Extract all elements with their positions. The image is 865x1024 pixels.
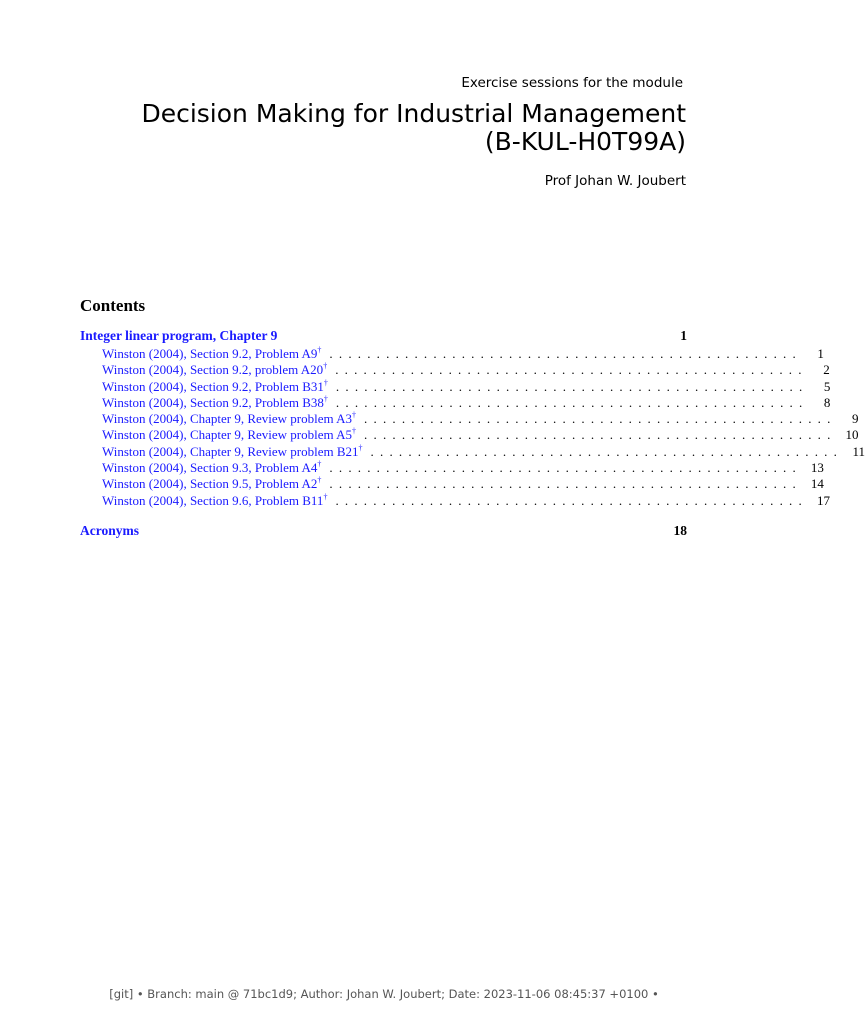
toc-entry[interactable] bbox=[80, 476, 824, 492]
toc-part-label[interactable]: Integer linear program, Chapter 9 bbox=[80, 328, 278, 343]
title-line-1: Decision Making for Industrial Management bbox=[141, 99, 686, 128]
toc-leader-dots: .................................................. bbox=[370, 443, 844, 459]
toc-entry-page: 17 bbox=[816, 492, 830, 508]
toc-leader-dots: .................................................. bbox=[335, 394, 809, 410]
toc-leader-dots: .................................................. bbox=[329, 476, 802, 492]
document-title bbox=[141, 100, 686, 156]
toc-entry-page: 11 bbox=[852, 443, 865, 459]
toc-part-integer-linear-program[interactable] bbox=[80, 327, 687, 344]
toc-entry[interactable] bbox=[80, 492, 830, 509]
toc-leader-dots: .................................................. bbox=[335, 378, 809, 394]
toc-entry-page: 13 bbox=[810, 460, 824, 476]
table-of-contents bbox=[80, 327, 865, 539]
title-line-2: (B-KUL-H0T99A) bbox=[484, 127, 686, 156]
toc-entry[interactable] bbox=[80, 378, 831, 395]
toc-part-page: 18 bbox=[673, 522, 687, 538]
toc-entry-page: 8 bbox=[823, 394, 831, 410]
toc-entry-page: 9 bbox=[852, 411, 859, 427]
toc-entry-page: 1 bbox=[817, 346, 824, 361]
toc-entry[interactable] bbox=[80, 443, 865, 460]
toc-leader-dots: .................................................. bbox=[335, 362, 808, 378]
toc-entry[interactable] bbox=[80, 361, 830, 378]
toc-entry-page: 10 bbox=[845, 427, 859, 443]
toc-entry-link[interactable]: Winston (2004), Section 9.2, Problem A9† bbox=[102, 345, 322, 361]
toc-entry-link[interactable]: Winston (2004), Section 9.2, Problem B38† bbox=[102, 394, 328, 410]
toc-leader-dots: .................................................. bbox=[335, 492, 808, 508]
toc-part-page: 1 bbox=[680, 328, 687, 343]
toc-entry-link[interactable]: Winston (2004), Section 9.5, Problem A2† bbox=[102, 476, 322, 492]
toc-entry[interactable] bbox=[80, 345, 824, 362]
git-footer: [git] • Branch: main @ 71bc1d9; Author: Johan W. Joubert; Date: 2023-11-06 08:45:37 +0100 • bbox=[109, 987, 659, 1001]
toc-part-label[interactable]: Acronyms bbox=[80, 522, 139, 538]
toc-entry-link[interactable]: Winston (2004), Chapter 9, Review problem A3† bbox=[102, 410, 357, 427]
toc-entry-link[interactable]: Winston (2004), Section 9.2, Problem B31† bbox=[102, 378, 328, 394]
toc-entry-link[interactable]: Winston (2004), Section 9.2, problem A20† bbox=[102, 361, 328, 378]
toc-entry[interactable] bbox=[80, 410, 859, 427]
toc-part-acronyms[interactable] bbox=[80, 522, 687, 539]
document-subtitle: Exercise sessions for the module bbox=[461, 75, 683, 91]
toc-entry-link[interactable]: Winston (2004), Chapter 9, Review problem B21† bbox=[102, 443, 363, 459]
toc-leader-dots: .................................................. bbox=[329, 460, 802, 476]
toc-entry-link[interactable]: Winston (2004), Section 9.3, Problem A4† bbox=[102, 459, 322, 476]
toc-entry[interactable] bbox=[80, 427, 859, 443]
toc-entry-link[interactable]: Winston (2004), Section 9.6, Problem B11† bbox=[102, 492, 328, 508]
toc-entry-page: 5 bbox=[823, 378, 831, 394]
contents-heading: Contents bbox=[80, 296, 146, 315]
toc-leader-dots: .................................................. bbox=[329, 346, 802, 361]
toc-entry-page: 14 bbox=[810, 476, 824, 492]
toc-leader-dots: .................................................. bbox=[364, 411, 837, 427]
toc-entry[interactable] bbox=[80, 394, 831, 411]
toc-entry-link[interactable]: Winston (2004), Chapter 9, Review problem A5† bbox=[102, 427, 357, 443]
toc-leader-dots: .................................................. bbox=[364, 427, 837, 443]
author-name: Prof Johan W. Joubert bbox=[544, 173, 686, 189]
toc-entry-page: 2 bbox=[823, 362, 830, 378]
toc-entry[interactable] bbox=[80, 459, 824, 476]
